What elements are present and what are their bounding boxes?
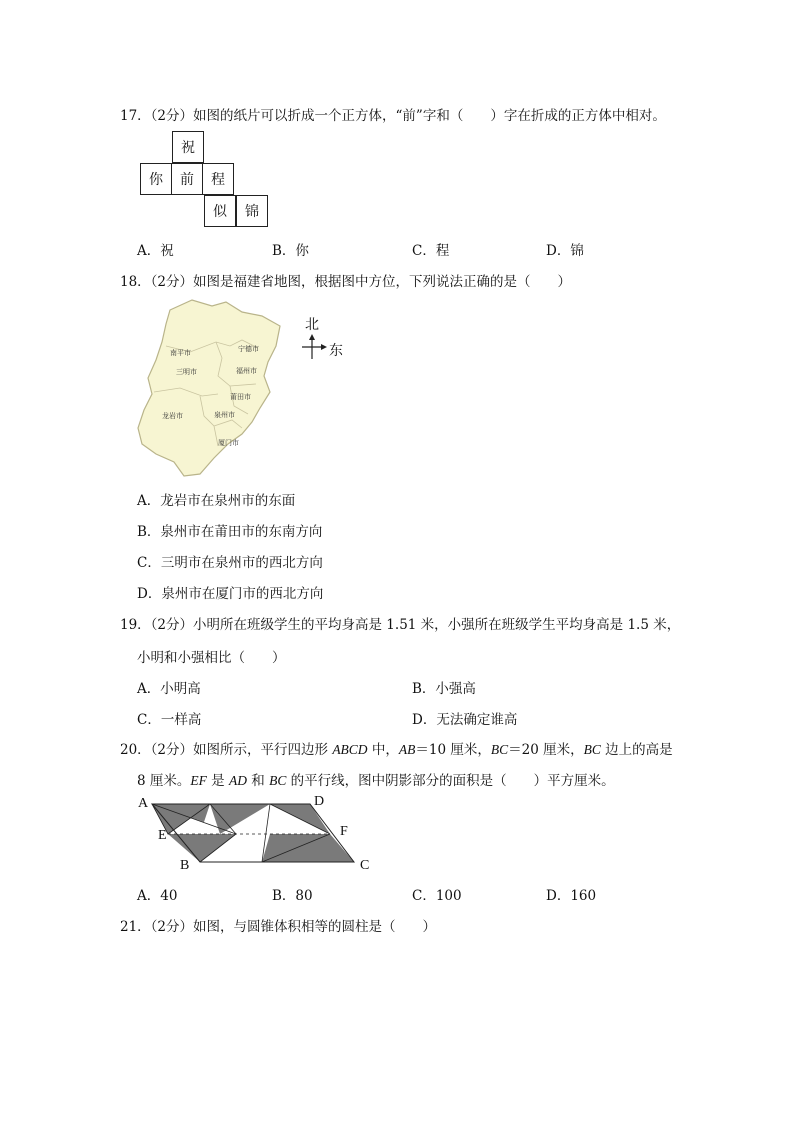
city-label-xiamen: 厦门市 [218, 439, 239, 447]
q18-option-c[interactable]: C．三明市在泉州市的西北方向 [137, 555, 323, 571]
q19-stem-line1: 19．（2分）小明所在班级学生的平均身高是 1.51 米，小强所在班级学生平均身高是 1.5 米， [120, 617, 681, 633]
q18-stem: 18．（2分）如图是福建省地图，根据图中方位，下列说法正确的是（ ） [120, 274, 572, 290]
q19-stem-line2: 小明和小强相比（ ） [137, 650, 286, 666]
q17-option-b[interactable]: B．你 [272, 243, 309, 259]
city-label-ningde: 宁德市 [238, 345, 259, 353]
city-label-putian: 莆田市 [230, 393, 251, 401]
q17-stem: 17．（2分）如图的纸片可以折成一个正方体，“前”字和（ ）字在折成的正方体中相对。 [120, 108, 666, 124]
q20-option-c[interactable]: C．100 [412, 888, 462, 904]
city-label-fuzhou: 福州市 [236, 367, 257, 375]
fujian-map-shape [130, 296, 295, 480]
q20-option-d[interactable]: D．160 [546, 888, 597, 904]
city-label-sanming: 三明市 [176, 368, 197, 376]
q20-stem-line1: 20．（2分）如图所示，平行四边形 ABCD 中，AB＝10 厘米，BC＝20 厘米，BC 边上的高是 [120, 742, 673, 758]
net-cell-2: 你 [140, 163, 172, 195]
compass-arrow-icon [300, 333, 328, 361]
q17-option-d[interactable]: D．锦 [546, 243, 584, 259]
net-cell-5: 似 [204, 195, 236, 227]
q20-stem-line2: 8 厘米。EF 是 AD 和 BC 的平行线，图中阴影部分的面积是（ ）平方厘米。 [137, 773, 615, 789]
q21-stem: 21．（2分）如图，与圆锥体积相等的圆柱是（ ） [120, 919, 437, 935]
point-label-f: F [340, 824, 348, 839]
vertex-label-a: A [138, 796, 149, 811]
net-cell-1: 祝 [172, 131, 204, 163]
q18-option-a[interactable]: A．龙岩市在泉州市的东面 [137, 493, 296, 509]
net-cell-4: 程 [202, 163, 234, 195]
q19-option-a[interactable]: A．小明高 [137, 681, 201, 697]
q18-option-b[interactable]: B．泉州市在莆田市的东南方向 [137, 524, 323, 540]
fujian-map [130, 296, 295, 480]
compass-north-label: 北 [305, 317, 319, 333]
q18-option-d[interactable]: D．泉州市在厦门市的西北方向 [137, 586, 324, 602]
point-label-e: E [158, 828, 167, 843]
net-cell-6: 锦 [236, 195, 268, 227]
q20-option-a[interactable]: A．40 [137, 888, 178, 904]
vertex-label-b: B [180, 858, 190, 873]
q19-option-d[interactable]: D．无法确定谁高 [412, 712, 518, 728]
q20-option-b[interactable]: B．80 [272, 888, 313, 904]
city-label-quanzhou: 泉州市 [214, 411, 235, 419]
city-label-longyan: 龙岩市 [162, 412, 183, 420]
q17-option-c[interactable]: C．程 [412, 243, 450, 259]
net-cell-3: 前 [171, 163, 203, 195]
parallelogram-figure [130, 794, 380, 878]
q19-option-c[interactable]: C．一样高 [137, 712, 202, 728]
vertex-label-c: C [360, 858, 370, 873]
compass-east-label: 东 [329, 343, 343, 359]
city-label-nanping: 南平市 [170, 349, 191, 357]
q19-option-b[interactable]: B．小强高 [412, 681, 476, 697]
q17-option-a[interactable]: A．祝 [137, 243, 174, 259]
vertex-label-d: D [314, 794, 325, 809]
